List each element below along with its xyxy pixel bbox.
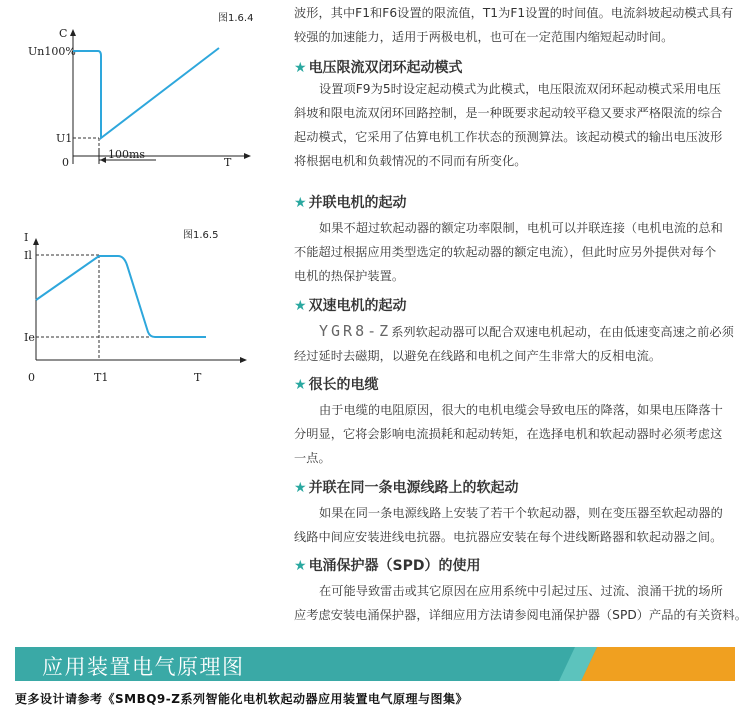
body-line: YGR8-Z系列软起动器可以配合双速电机起动，在由低速变高速之前必须	[319, 322, 734, 340]
x-origin: 0	[62, 156, 69, 169]
star-icon: ★	[294, 558, 307, 574]
section-body	[294, 501, 723, 549]
y-tick-un: Un100%	[28, 45, 76, 58]
y-tick-il: Il	[24, 249, 32, 262]
section-banner	[15, 647, 735, 681]
figure-label: 图1.6.5	[183, 230, 219, 241]
x-origin: 0	[28, 371, 35, 384]
y-axis-label: C	[59, 27, 68, 40]
star-icon: ★	[294, 298, 307, 314]
section-body	[294, 579, 747, 627]
x-axis-label: T	[224, 156, 232, 169]
body-line: 在可能导致雷击或其它原因在应用系统中引起过压、过流、浪涌干扰的场所	[319, 584, 723, 598]
dimension-100ms: 100ms	[108, 148, 146, 161]
body-line: 应考虑安装电涌保护器，详细应用方法请参阅电涌保护器（SPD）产品的有关资料。	[294, 608, 747, 622]
figure-label: 图1.6.4	[218, 13, 254, 24]
section-body	[294, 216, 723, 288]
body-line: 如果不超过软起动器的额定功率限制，电机可以并联连接（电机电流的总和	[319, 221, 723, 235]
section-body	[294, 319, 734, 368]
body-line: 经过延时去磁期，以避免在线路和电机之间产生非常大的反相电流。	[294, 349, 662, 363]
figure-1-6-5	[24, 225, 264, 394]
body-line: 一点。	[294, 451, 331, 465]
voltage-curve	[73, 48, 219, 138]
section-heading: ★ 电压限流双闭环起动模式	[294, 60, 463, 76]
section-heading: ★ 双速电机的起动	[294, 298, 407, 314]
section-heading: ★ 并联电机的起动	[294, 195, 407, 211]
body-line: 如果在同一条电源线路上安装了若干个软起动器，则在变压器至软起动器的	[319, 506, 723, 520]
section-body	[294, 398, 723, 470]
star-icon: ★	[294, 60, 307, 76]
body-line: 斜坡和限电流双闭环回路控制，是一种既要求起动较平稳又要求严格限流的综合	[294, 106, 723, 120]
figure-1-6-4	[28, 8, 268, 174]
intro-paragraph	[294, 1, 733, 49]
star-icon: ★	[294, 195, 307, 211]
body-line: 将根据电机和负载情况的不同而有所变化。	[294, 154, 527, 168]
body-line: 电机的热保护装置。	[294, 269, 405, 283]
y-axis-label: I	[24, 231, 29, 244]
y-tick-u1: U1	[56, 132, 73, 145]
section-heading: ★ 并联在同一条电源线路上的软起动	[294, 480, 519, 496]
section-heading: ★ 很长的电缆	[294, 377, 379, 393]
star-icon: ★	[294, 377, 307, 393]
y-tick-ie: Ie	[24, 331, 35, 344]
body-line: 设置项F9为5时设定起动模式为此模式，电压限流双闭环起动模式采用电压	[319, 82, 722, 96]
star-icon: ★	[294, 480, 307, 496]
current-curve	[36, 256, 206, 337]
body-line: 由于电缆的电阻原因，很大的电机电缆会导致电压的降落，如果电压降落十	[319, 403, 723, 417]
x-axis-label: T	[194, 371, 202, 384]
section-heading: ★ 电涌保护器（SPD）的使用	[294, 558, 481, 574]
x-tick-t1: T1	[94, 371, 109, 384]
body-line: 起动模式，它采用了估算电机工作状态的预测算法。该起动模式的输出电压波形	[294, 130, 723, 144]
intro-line: 波形，其中F1和F6设置的限流值，T1为F1设置的时间值。电流斜坡起动模式具有	[294, 6, 734, 20]
section-body	[294, 77, 722, 173]
banner-title: 应用装置电气原理图	[42, 655, 245, 679]
body-line: 不能超过根据应用类型选定的软起动器的额定电流），但此时应另外提供对每个	[294, 245, 717, 259]
body-line: 分明显，它将会影响电流损耗和起动转矩，在选择电机和软起动器时必须考虑这	[294, 427, 723, 441]
body-line: 线路中间应安装进线电抗器。电抗器应安装在每个进线断路器和软起动器之间。	[294, 530, 723, 544]
brand-name: YGR8-Z	[319, 322, 392, 340]
reference-note: 更多设计请参考《SMBQ9-Z系列智能化电机软起动器应用装置电气原理与图集》	[15, 692, 468, 706]
intro-line: 较强的加速能力，适用于两极电机，也可在一定范围内缩短起动时间。	[294, 30, 674, 44]
